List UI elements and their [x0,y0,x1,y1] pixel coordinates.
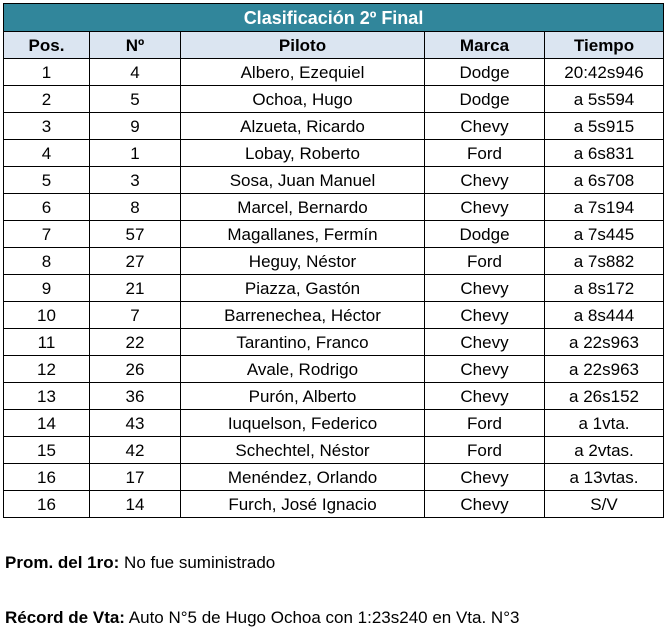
cell-pos: 16 [4,491,90,518]
cell-marca: Dodge [425,59,545,86]
cell-pos: 15 [4,437,90,464]
cell-piloto: Heguy, Néstor [181,248,425,275]
cell-num: 42 [90,437,181,464]
cell-num: 14 [90,491,181,518]
cell-marca: Chevy [425,491,545,518]
cell-tiempo: a 6s831 [545,140,664,167]
table-row [4,221,664,248]
cell-num: 21 [90,275,181,302]
cell-tiempo: a 2vtas. [545,437,664,464]
cell-piloto: Tarantino, Franco [181,329,425,356]
cell-marca: Ford [425,410,545,437]
cell-piloto: Piazza, Gastón [181,275,425,302]
cell-marca: Chevy [425,383,545,410]
cell-pos: 12 [4,356,90,383]
prom-value: No fue suministrado [124,553,276,572]
table-row [4,113,664,140]
table-title: Clasificación 2º Final [4,4,664,32]
cell-pos: 2 [4,86,90,113]
cell-pos: 14 [4,410,90,437]
table-row [4,275,664,302]
cell-piloto: Purón, Alberto [181,383,425,410]
table-row [4,356,664,383]
cell-tiempo: a 8s444 [545,302,664,329]
cell-num: 3 [90,167,181,194]
cell-tiempo: a 1vta. [545,410,664,437]
cell-piloto: Avale, Rodrigo [181,356,425,383]
cell-tiempo: a 5s594 [545,86,664,113]
cell-tiempo: a 7s194 [545,194,664,221]
footer-record [5,608,519,628]
cell-marca: Ford [425,437,545,464]
cell-tiempo: a 6s708 [545,167,664,194]
cell-marca: Chevy [425,113,545,140]
cell-piloto: Lobay, Roberto [181,140,425,167]
table-row [4,302,664,329]
cell-num: 8 [90,194,181,221]
cell-pos: 9 [4,275,90,302]
cell-tiempo: a 26s152 [545,383,664,410]
cell-pos: 10 [4,302,90,329]
cell-tiempo: a 7s445 [545,221,664,248]
cell-piloto: Ochoa, Hugo [181,86,425,113]
record-value: Auto N°5 de Hugo Ochoa con 1:23s240 en Vta. N°3 [128,608,520,627]
cell-piloto: Furch, José Ignacio [181,491,425,518]
cell-num: 27 [90,248,181,275]
cell-marca: Chevy [425,194,545,221]
cell-num: 36 [90,383,181,410]
table-row [4,437,664,464]
cell-num: 43 [90,410,181,437]
table-row [4,329,664,356]
footer-prom [5,553,275,573]
cell-marca: Ford [425,140,545,167]
table-row [4,383,664,410]
cell-marca: Chevy [425,356,545,383]
column-header-num: Nº [90,32,181,59]
table-row [4,491,664,518]
cell-marca: Chevy [425,302,545,329]
cell-piloto: Schechtel, Néstor [181,437,425,464]
cell-marca: Chevy [425,329,545,356]
cell-marca: Dodge [425,86,545,113]
table-row [4,167,664,194]
table-row [4,86,664,113]
column-header-piloto: Piloto [181,32,425,59]
cell-marca: Chevy [425,275,545,302]
cell-num: 1 [90,140,181,167]
cell-pos: 13 [4,383,90,410]
cell-tiempo: a 8s172 [545,275,664,302]
cell-num: 57 [90,221,181,248]
cell-pos: 11 [4,329,90,356]
cell-pos: 5 [4,167,90,194]
column-header-tiempo: Tiempo [545,32,664,59]
table-row [4,410,664,437]
cell-num: 5 [90,86,181,113]
cell-pos: 8 [4,248,90,275]
cell-pos: 7 [4,221,90,248]
cell-tiempo: a 5s915 [545,113,664,140]
results-table [3,3,664,518]
table-row [4,140,664,167]
cell-pos: 4 [4,140,90,167]
cell-marca: Dodge [425,221,545,248]
cell-piloto: Iuquelson, Federico [181,410,425,437]
table-title-row [4,4,664,32]
cell-piloto: Albero, Ezequiel [181,59,425,86]
cell-pos: 3 [4,113,90,140]
table-header-row [4,32,664,59]
cell-piloto: Sosa, Juan Manuel [181,167,425,194]
cell-num: 26 [90,356,181,383]
cell-piloto: Barrenechea, Héctor [181,302,425,329]
cell-tiempo: S/V [545,491,664,518]
table-row [4,464,664,491]
cell-num: 17 [90,464,181,491]
cell-piloto: Menéndez, Orlando [181,464,425,491]
cell-num: 7 [90,302,181,329]
cell-pos: 16 [4,464,90,491]
column-header-marca: Marca [425,32,545,59]
cell-piloto: Magallanes, Fermín [181,221,425,248]
column-header-pos: Pos. [4,32,90,59]
results-body [4,59,664,518]
cell-num: 4 [90,59,181,86]
cell-tiempo: a 22s963 [545,329,664,356]
cell-tiempo: 20:42s946 [545,59,664,86]
cell-pos: 1 [4,59,90,86]
cell-num: 9 [90,113,181,140]
cell-marca: Chevy [425,167,545,194]
cell-tiempo: a 13vtas. [545,464,664,491]
cell-pos: 6 [4,194,90,221]
table-row [4,248,664,275]
cell-num: 22 [90,329,181,356]
cell-marca: Ford [425,248,545,275]
cell-tiempo: a 7s882 [545,248,664,275]
record-label: Récord de Vta: [5,608,125,627]
prom-label: Prom. del 1ro: [5,553,120,572]
table-row [4,194,664,221]
table-row [4,59,664,86]
cell-tiempo: a 22s963 [545,356,664,383]
cell-marca: Chevy [425,464,545,491]
cell-piloto: Alzueta, Ricardo [181,113,425,140]
cell-piloto: Marcel, Bernardo [181,194,425,221]
